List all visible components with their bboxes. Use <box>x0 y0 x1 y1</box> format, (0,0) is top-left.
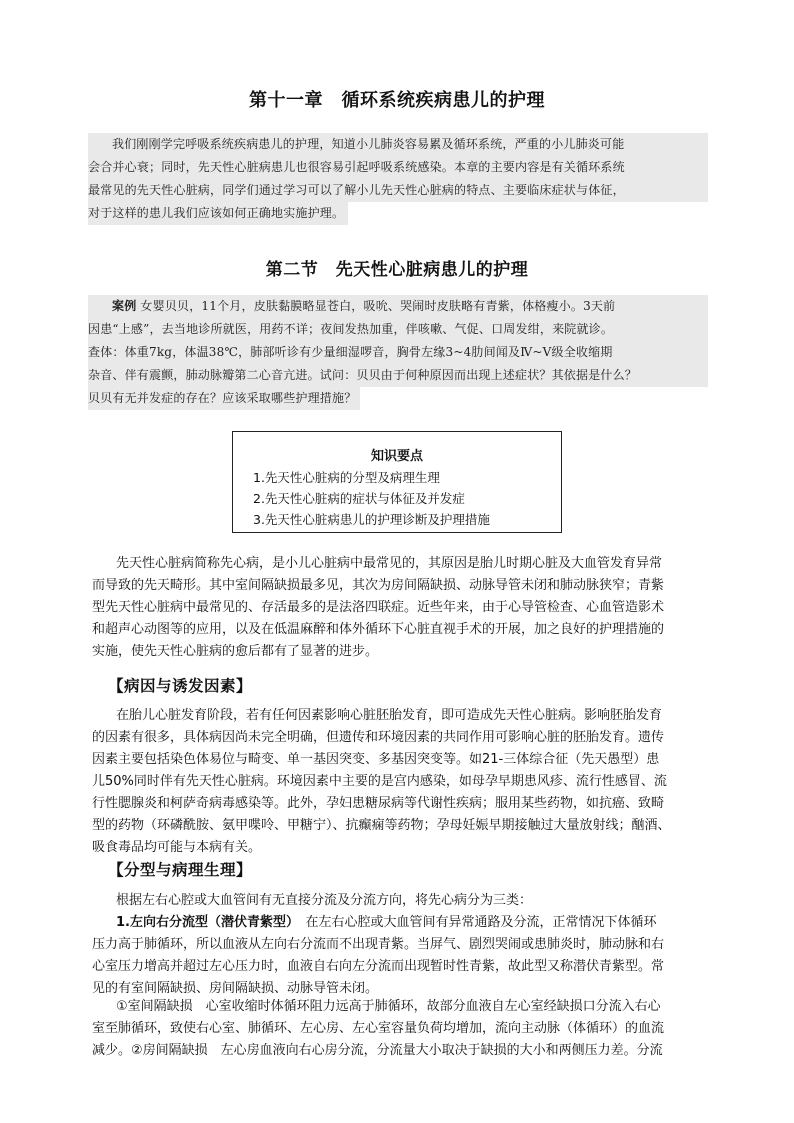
case-line: 因患“上感”，去当地诊所就医，用药不详；夜间发热加重，伴咳嗽、气促、口周发绀，来院就诊。 <box>88 318 708 341</box>
knowledge-box-title: 知识要点 <box>370 449 423 464</box>
body-line: 在胎儿心脏发育阶段，若有任何因素影响心脏胚胎发育，即可造成先天性心脏病。影响胚胎发育 <box>116 708 663 723</box>
body-line: 儿50%同时伴有先天性心脏病。环境因素中主要的是宫内感染，如母孕早期患风疹、流行性感冒、流 <box>92 774 667 789</box>
section-title: 第二节 先天性心脏病患儿的护理 <box>265 260 529 280</box>
body-line: 因素主要包括染色体易位与畸变、单一基因突变、多基因突变等。如21-三体综合征（先天愚型）患 <box>92 752 660 767</box>
left-right-shunt-paragraph <box>92 912 704 1000</box>
case-line: 杂音、伴有震颤，肺动脉瓣第二心音亢进。试问：贝贝由于何种原因而出现上述症状？其依据是什么？ <box>88 364 708 387</box>
body-line: 见的有室间隔缺损、房间隔缺损、动脉导管未闭。 <box>92 981 379 996</box>
case-line: 查体：体重7kg，体温38℃，肺部听诊有少量细湿啰音，胸骨左缘3~4肋间闻及Ⅳ~Ⅴ级全收缩期 <box>88 341 708 364</box>
body-line: 型的药物（环磷酰胺、氨甲喋呤、甲糖宁）、抗癫痫等药物；孕母妊娠早期接触过大量放射线；酗酒、 <box>92 818 671 833</box>
knowledge-item: 1.先天性心脏病的分型及病理生理 <box>253 470 440 485</box>
body-line: 行性腮腺炎和柯萨奇病毒感染等。此外，孕妇患糖尿病等代谢性疾病；服用某些药物，如抗癌、致畸 <box>92 796 665 811</box>
heading-etiology: 【病因与诱发因素】 <box>108 677 253 695</box>
intro-line: 最常见的先天性心脏病，同学们通过学习可以了解小儿先天性心脏病的特点、主要临床症状与体征， <box>88 179 708 202</box>
body-line: 和超声心动图等的应用，以及在低温麻醉和体外循环下心脏直视手术的开展，加之良好的护理措施的 <box>92 622 665 637</box>
defect-paragraph <box>92 996 704 1062</box>
body-line: 心室压力增高并超过左心压力时，血液自右向左分流而出现暂时性青紫，故此型又称潜伏青紫型。常 <box>92 959 665 974</box>
body-line: 室至肺循环，致使右心室、肺循环、左心房、左心室容量负荷均增加，流向主动脉（体循环）的血流 <box>92 1021 665 1036</box>
body-line: 减少。②房间隔缺损 左心房血液向右心房分流，分流量大小取决于缺损的大小和两侧压力差。分流 <box>92 1043 663 1058</box>
case-paragraph <box>88 295 708 418</box>
body-line: 先天性心脏病简称先心病，是小儿心脏病中最常见的，其原因是胎儿时期心脏及大血管发育异常 <box>116 556 663 571</box>
case-label: 案例 <box>112 299 137 313</box>
case-line: 贝贝有无并发症的存在？应该采取哪些护理措施？ <box>88 387 360 410</box>
body-line: 的因素有很多，具体病因尚未完全明确，但遗传和环境因素的共同作用可影响心脏的胚胎发育。遗传 <box>92 730 665 745</box>
etiology-paragraph <box>92 705 704 859</box>
intro-paragraph <box>88 133 708 233</box>
case-line <box>88 295 708 318</box>
heading-classification: 【分型与病理生理】 <box>108 861 253 879</box>
knowledge-item: 2.先天性心脏病的症状与体征及并发症 <box>253 491 465 506</box>
shunt-type-title: 1.左向右分流型（潜伏青紫型） <box>116 915 293 930</box>
intro-line: 会合并心衰；同时，先天性心脏病患儿也很容易引起呼吸系统感染。本章的主要内容是有关循环系统 <box>88 156 708 179</box>
body-line <box>92 912 704 934</box>
body-line-text: 在左右心腔或大血管间有异常通路及分流，正常情况下体循环 <box>292 915 657 930</box>
knowledge-item: 3.先天性心脏病患儿的护理诊断及护理措施 <box>253 512 490 527</box>
overview-paragraph <box>92 553 704 663</box>
case-line-text: 女婴贝贝，11个月，皮肤黏膜略显苍白，吸吮、哭闹时皮肤略有青紫，体格瘦小。3天前 <box>140 299 616 313</box>
classification-intro <box>92 890 704 912</box>
intro-line: 我们刚刚学完呼吸系统疾病患儿的护理，知道小儿肺炎容易累及循环系统，严重的小儿肺炎可能 <box>88 133 708 156</box>
intro-line: 对于这样的患儿我们应该如何正确地实施护理。 <box>88 202 348 225</box>
body-line: 根据左右心腔或大血管间有无直接分流及分流方向，将先心病分为三类： <box>116 893 533 908</box>
body-line: 吸食毒品均可能与本病有关。 <box>92 840 262 855</box>
body-line: 而导致的先天畸形。其中室间隔缺损最多见，其次为房间隔缺损、动脉导管未闭和肺动脉狭窄；青紫 <box>92 578 665 593</box>
chapter-title: 第十一章 循环系统疾病患儿的护理 <box>249 90 545 111</box>
body-line: ①室间隔缺损 心室收缩时体循环阻力远高于肺循环，故部分血液自左心室经缺损口分流入右心 <box>116 999 661 1014</box>
body-line: 压力高于肺循环，所以血液从左向右分流而不出现青紫。当屏气、剧烈哭闹或患肺炎时，肺动脉和右 <box>92 937 665 952</box>
body-line: 实施，使先天性心脏病的愈后都有了显著的进步。 <box>92 644 379 659</box>
knowledge-points-box <box>232 431 562 533</box>
body-line: 型先天性心脏病中最常见的、存活最多的是法洛四联症。近些年来，由于心导管检查、心血管造影术 <box>92 600 665 615</box>
